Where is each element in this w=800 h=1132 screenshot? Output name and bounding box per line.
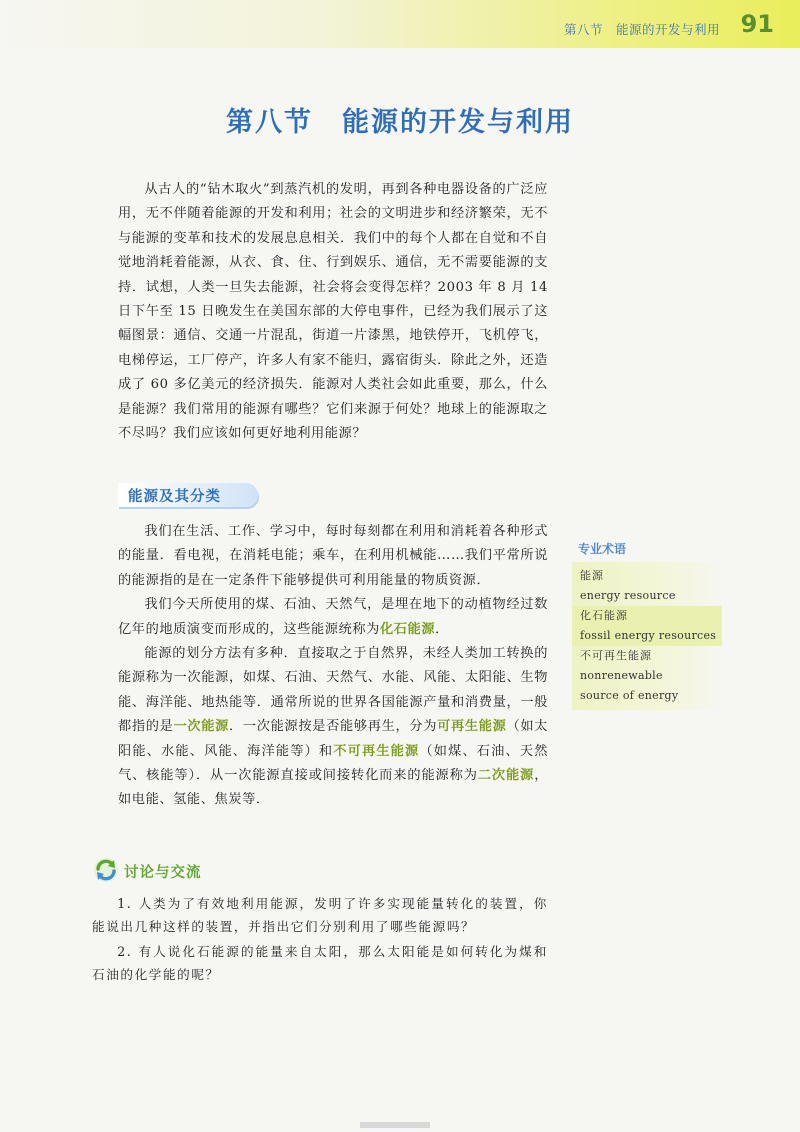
glossary-term-zh: 不可再生能源 [580,649,652,662]
glossary-term-en: energy resource [580,589,676,602]
discussion-question-2: 2. 有人说化石能源的能量来自太阳，那么太阳能是如何转化为煤和石油的化学能的呢？ [92,944,548,982]
glossary-term-zh: 能源 [580,569,604,582]
discussion-questions [92,892,548,988]
key-term-fossil-energy: 化石能源 [379,621,436,637]
glossary-term-en: fossil energy resources [580,629,717,642]
section-body [118,520,548,813]
scan-edge-mark [360,1122,430,1128]
page-title: 第八节 能源的开发与利用 [226,107,574,138]
paragraph-energy-classification [118,642,548,813]
key-term-renewable-energy: 可再生能源 [437,719,507,735]
text-span: 我们今天所使用的煤、石油、天然气，是埋在地下的动植物经过数亿年的地质演变而形成的，这些能源统称为 [118,597,548,637]
intro-section [118,178,548,446]
paragraph-energy-definition: 我们在生活、工作、学习中，每时每刻都在利用和消耗着各种形式的能量．看电视，在消耗电能；乘车，在利用机械能……我们平常所说的能源指的是在一定条件下能够提供可利用能量的物质资源． [118,524,548,588]
glossary-term-en: source of energy [580,689,679,702]
text-span: ，如电能、氢能、焦炭等． [118,768,548,808]
glossary-title: 专业术语 [578,542,627,556]
discussion-heading-label: 讨论与交流 [124,865,202,881]
key-term-primary-energy: 一次能源 [173,719,229,735]
paragraph-fossil-energy [118,593,548,642]
section-heading [118,480,260,510]
discussion-question-1: 1. 人类为了有效地利用能源，发明了许多实现能量转化的装置，你能说出几种这样的装置，并指出它们分别利用了哪些能源吗？ [92,896,548,934]
glossary-term-zh: 化石能源 [580,609,628,622]
intro-paragraph: 从古人的“钻木取火”到蒸汽机的发明，再到各种电器设备的广泛应用，无不伴随着能源的开发和利用；社会的文明进步和经济繁荣，无不与能源的变革和技术的发展息息相关．我们中的每个人都在自觉和不自觉地消耗着能源，从衣、食、住、行到娱乐、通信，无不需要能源的支持．试想，人类一旦失去能源，社会将会变得怎样？2003 年 8 月 14 日下午至 15 日晚发生在美国东部的大停电事件，已经为我们展示了这幅图景：通信、交通一片混乱，街道一片漆黑，地铁停开，飞机停飞，电梯停运，工厂停产，许多人有家不能归，露宿街头．除此之外，还造成了 60 多亿美元的经济损失．能源对人类社会如此重要，那么，什么是能源？我们常用的能源有哪些？它们来源于何处？地球上的能源取之不尽吗？我们应该如何更好地利用能源？ [118,182,548,442]
text-span: ．一次能源按是否能够再生，分为 [229,719,438,735]
discussion-heading [92,856,252,886]
text-span: 能源的划分方法有多种．直接取之于自然界，未经人类加工转换的能源称为一次能源，如煤、石油、天然气、水能、风能、太阳能、生物能、海洋能、地热能等．通常所说的世界各国能源产量和消费量，一般都指的是 [118,646,548,735]
text-span: （如煤、石油、天然气、核能等）．从一次能源直接或间接转化而来的能源称为 [118,743,548,784]
glossary-sidebar [572,538,722,710]
glossary-term-band [572,606,722,646]
glossary-box [572,562,722,710]
text-span: ． [435,621,449,637]
section-heading-label: 能源及其分类 [128,489,221,505]
key-term-nonrenewable-energy: 不可再生能源 [333,743,420,759]
page-number: 91 [740,10,774,38]
key-term-secondary-energy: 二次能源 [477,768,535,784]
recycle-arrows-icon [92,856,120,884]
running-header: 第八节 能源的开发与利用 [563,22,720,37]
glossary-term-en: nonrenewable [580,669,663,682]
text-span: （如太阳能、水能、风能、海洋能等）和 [118,719,549,759]
